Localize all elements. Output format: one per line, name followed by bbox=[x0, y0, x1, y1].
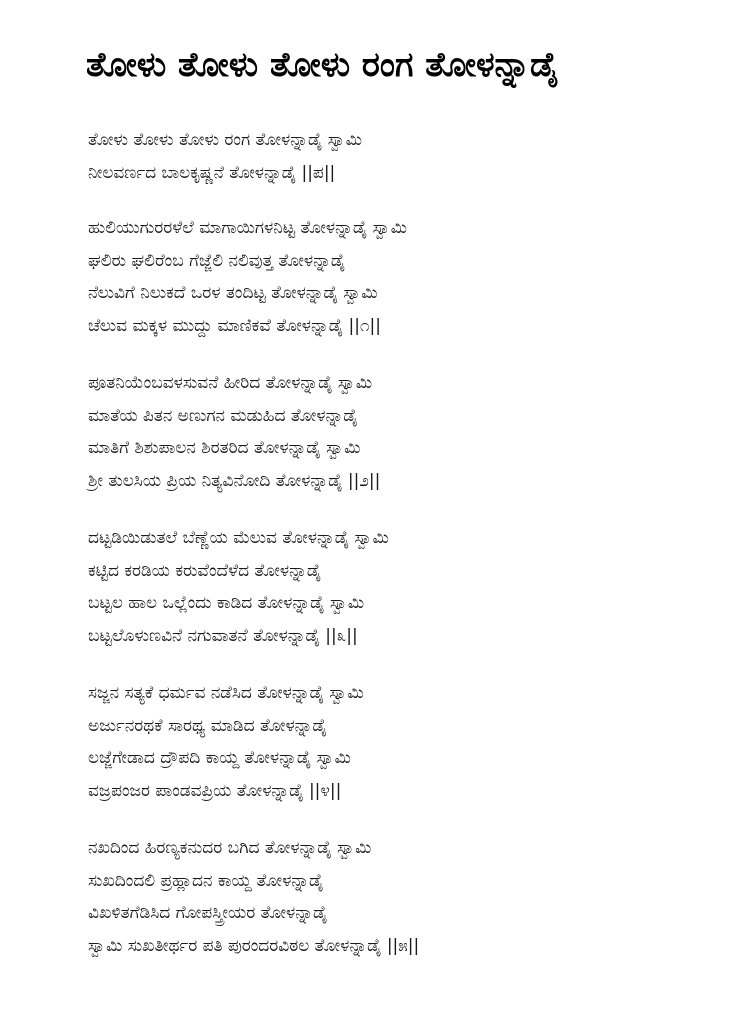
stanza-5 bbox=[88, 832, 419, 962]
stanza-4 bbox=[88, 677, 364, 807]
verse-line: ಮಾತಿಗೆ ಶಿಶುಪಾಲನ ಶಿರತರಿದ ತೋಳನ್ನಾಡೈ ಸ್ವಾಮಿ bbox=[88, 438, 361, 458]
verse-line: ದಟ್ಟಡಿಯಿಡುತಲೆ ಬೆಣ್ಣೆಯ ಮೆಲುವ ತೋಳನ್ನಾಡೈ ಸ್ವಾಮಿ bbox=[88, 528, 389, 548]
stanza-2 bbox=[88, 367, 380, 497]
verse-line: ಲಜ್ಜೆಗೇಡಾದ ದ್ರೌಪದಿ ಕಾಯ್ದ ತೋಳನ್ನಾಡೈ ಸ್ವಾಮಿ bbox=[88, 748, 351, 768]
verse-line: ನಖದಿಂದ ಹಿರಣ್ಯಕನುದರ ಬಗಿದ ತೋಳನ್ನಾಡೈ ಸ್ವಾಮಿ bbox=[88, 838, 372, 858]
verse-line: ಸ್ವಾಮಿ ಸುಖತೀರ್ಥರ ಪತಿ ಪುರಂದರವಿಠಲ ತೋಳನ್ನಾಡೈ ||೫|| bbox=[88, 935, 420, 956]
verse-line: ಸಜ್ಜನ ಸತ್ಯಕೆ ಧರ್ಮವ ನಡೆಸಿದ ತೋಳನ್ನಾಡೈ ಸ್ವಾಮಿ bbox=[88, 683, 364, 703]
verse-line: ಪೂತನಿಯೆಂಬವಳಸುವನೆ ಹೀರಿದ ತೋಳನ್ನಾಡೈ ಸ್ವಾಮಿ bbox=[88, 373, 373, 393]
song-title: ತೋಳು ತೋಳು ತೋಳು ರಂಗ ತೋಳನ್ನಾಡೈ bbox=[86, 45, 559, 85]
verse-line: ವಜ್ರಪಂಜರ ಪಾಂಡವಪ್ರಿಯ ತೋಳನ್ನಾಡೈ ||೪|| bbox=[88, 780, 342, 801]
verse-line: ನೆಲುವಿಗೆ ನಿಲುಕದೆ ಒರಳ ತಂದಿಟ್ಟ ತೋಳನ್ನಾಡೈ ಸ್ವಾಮಿ bbox=[88, 283, 378, 303]
stanza-refrain bbox=[88, 124, 362, 189]
verse-line: ಬಟ್ಟಲ ಹಾಲ ಒಲ್ಲೆಂದು ಕಾಡಿದ ತೋಳನ್ನಾಡೈ ಸ್ವಾಮಿ bbox=[88, 593, 365, 613]
verse-line: ಕಟ್ಟಿದ ಕರಡಿಯ ಕರುವೆಂದೆಳೆದ ತೋಳನ್ನಾಡೈ bbox=[88, 560, 322, 581]
verse-line: ಮಾತೆಯ ಪಿತನ ಅಣುಗನ ಮಡುಹಿದ ತೋಳನ್ನಾಡೈ bbox=[88, 405, 358, 426]
verse-line: ಚೆಲುವ ಮಕ್ಕಳ ಮುದ್ದು ಮಾಣಿಕವೆ ತೋಳನ್ನಾಡೈ ||೧|| bbox=[88, 315, 381, 336]
verse-line: ಸುಖದಿಂದಲಿ ಪ್ರಹ್ಲಾದನ ಕಾಯ್ದ ತೋಳನ್ನಾಡೈ bbox=[88, 870, 324, 891]
verse-line: ತೋಳು ತೋಳು ತೋಳು ರಂಗ ತೋಳನ್ನಾಡೈ ಸ್ವಾಮಿ bbox=[88, 130, 363, 150]
verse-line: ಹುಲಿಯುಗುರರಳೆಲೆ ಮಾಗಾಯಿಗಳನಿಟ್ಟ ತೋಳನ್ನಾಡೈ ಸ್ವಾಮಿ bbox=[88, 218, 407, 238]
verse-line: ಶ್ರೀ ತುಲಸಿಯ ಪ್ರಿಯ ನಿತ್ಯವಿನೋದಿ ತೋಳನ್ನಾಡೈ ||೨|| bbox=[88, 470, 381, 491]
verse-line: ವಿಖಳಿತಗೆಡಿಸಿದ ಗೋಪಸ್ತ್ರೀಯರ ತೋಳನ್ನಾಡೈ bbox=[88, 903, 328, 923]
stanza-1 bbox=[88, 212, 407, 342]
verse-line: ಘಲಿರು ಘಲಿರೆಂಬ ಗೆಜ್ಜೆಲಿ ನಲಿವುತ್ತ ತೋಳನ್ನಾಡೈ bbox=[88, 250, 346, 271]
verse-line: ಅರ್ಜುನರಥಕೆ ಸಾರಥ್ಯ ಮಾಡಿದ ತೋಳನ್ನಾಡೈ bbox=[88, 715, 327, 736]
stanza-3 bbox=[88, 522, 389, 652]
verse-line: ಬಟ್ಟಲೊಳುಣವಿನೆ ನಗುವಾತನೆ ತೋಳನ್ನಾಡೈ ||೩|| bbox=[88, 625, 358, 646]
verse-line: ನೀಲವರ್ಣದ ಬಾಲಕೃಷ್ಣನೆ ತೋಳನ್ನಾಡೈ ||ಪ|| bbox=[88, 162, 336, 183]
